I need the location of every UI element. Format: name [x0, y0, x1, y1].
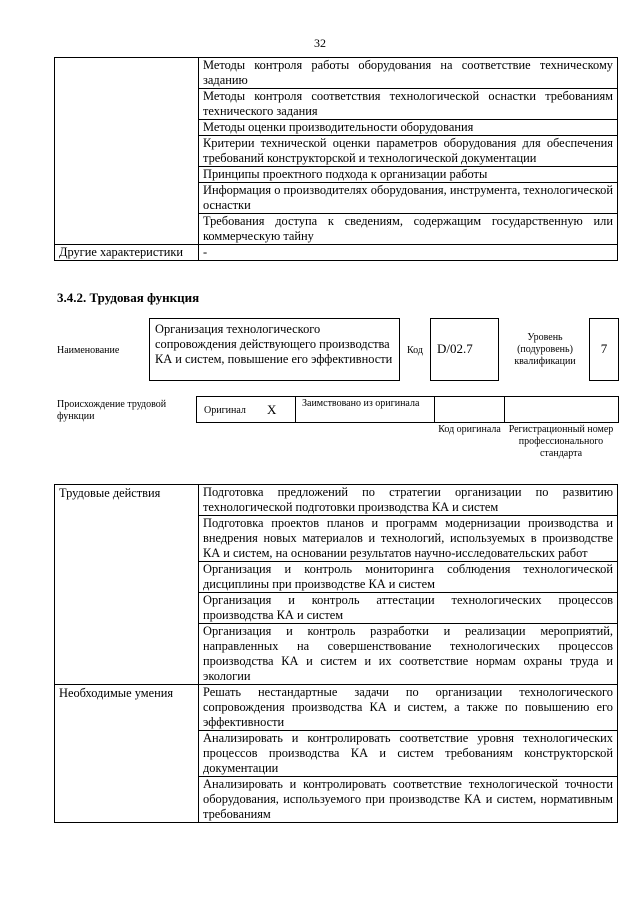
borrowed-box: [295, 396, 435, 423]
original-box: [196, 396, 296, 423]
original-label: Оригинал: [204, 405, 246, 416]
reg-number-box: [504, 396, 619, 423]
page-number: 32: [314, 36, 326, 50]
function-code-box: [430, 318, 499, 381]
labor-actions-label-cell: Трудовые действия: [55, 485, 199, 685]
table-row: [55, 245, 618, 261]
qualification-level-box: [589, 318, 619, 381]
table-cell: Организация и контроль аттестации технологических процессов производства КА и систем: [199, 593, 618, 624]
table-row: [55, 485, 618, 516]
empty-label-cell: [55, 58, 199, 245]
function-name-box: [149, 318, 400, 381]
table-cell: Требования доступа к сведениям, содержащим государственную или коммерческую тайну: [199, 214, 618, 245]
original-code-caption: Код оригинала: [438, 424, 501, 435]
qualification-level-value: 7: [600, 341, 608, 356]
table-cell: Подготовка предложений по стратегии организации по развитию технологической подготовки производства КА и систем: [199, 485, 618, 516]
function-name-value: Организация технологического сопровождения действующего производства КА и систем, повышение его эффективности: [155, 322, 393, 366]
knowledge-table: [54, 57, 618, 261]
reg-number-caption: Регистрационный номер профессионального стандарта: [508, 424, 614, 459]
table-cell: Принципы проектного подхода к организации работы: [199, 167, 618, 183]
table-cell: Анализировать и контролировать соответствие технологической точности оборудования, используемого при производстве КА и систем, нормативным требованиям: [199, 777, 618, 823]
name-label: Наименование: [57, 345, 120, 356]
other-characteristics-label: Другие характеристики: [55, 245, 199, 261]
original-code-box: [434, 396, 505, 423]
table-cell: Методы контроля соответствия технологической оснастки требованиям технического задания: [199, 89, 618, 120]
function-code-value: D/02.7: [437, 341, 473, 356]
table-cell: Подготовка проектов планов и программ модернизации производства и внедрения новых материалов и технологий, используемых в производстве КА и систем, на основании результатов научно-исследовательских работ: [199, 516, 618, 562]
other-characteristics-value: -: [199, 245, 618, 261]
table-cell: Анализировать и контролировать соответствие уровня технологических процессов производства КА и систем требованиям конструкторской документации: [199, 731, 618, 777]
table-cell: Решать нестандартные задачи по организации технологического сопровождения производства КА и систем, а также по повышению его эффективности: [199, 685, 618, 731]
section-heading: 3.4.2. Трудовая функция: [57, 290, 200, 305]
code-label: Код: [407, 345, 423, 356]
table-cell: Методы оценки производительности оборудования: [199, 120, 618, 136]
table-cell: Методы контроля работы оборудования на соответствие техническому заданию: [199, 58, 618, 89]
table-cell: Критерии технической оценки параметров оборудования для обеспечения требований конструкторской и технологической документации: [199, 136, 618, 167]
table-cell: Организация и контроль мониторинга соблюдения технологической дисциплины при производстве КА и систем: [199, 562, 618, 593]
original-mark: X: [267, 402, 277, 417]
borrowed-label: Заимствовано из оригинала: [302, 398, 420, 409]
skills-label-cell: Необходимые умения: [55, 685, 199, 823]
function-content-table: [54, 484, 618, 823]
table-row: [55, 685, 618, 731]
origin-label: Происхождение трудовой функции: [57, 399, 167, 422]
qualification-level-label: Уровень (подуровень) квалификации: [514, 332, 576, 367]
table-cell: Организация и контроль разработки и реализации мероприятий, направленных на совершенствование технологических процессов производства КА и систем и их соответствие нормам охраны труда и экологии: [199, 624, 618, 685]
table-cell: Информация о производителях оборудования, инструмента, технологической оснастки: [199, 183, 618, 214]
table-row: [55, 58, 618, 89]
